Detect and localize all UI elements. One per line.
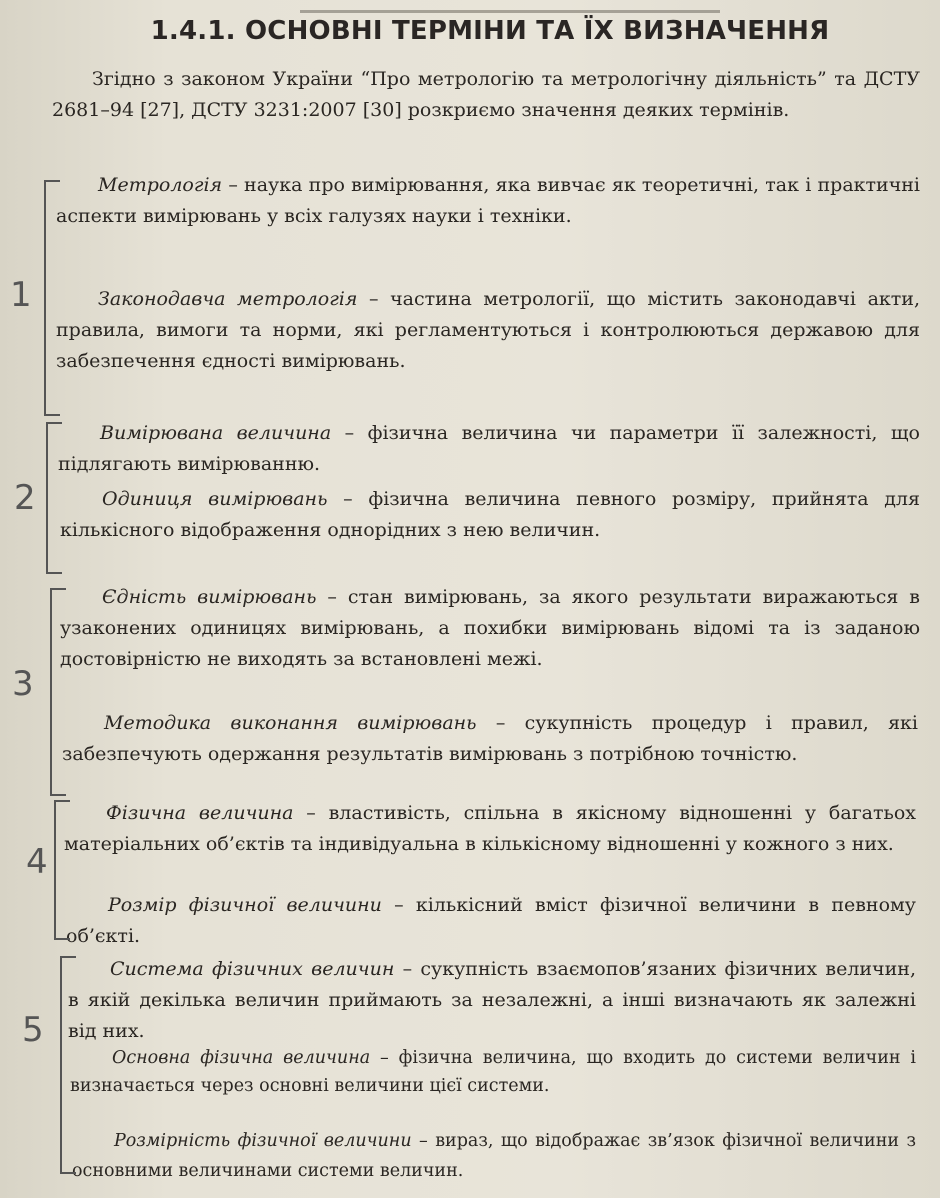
margin-number-4: 4 <box>26 842 48 882</box>
term: Розмірність фізичної величини <box>114 1131 412 1151</box>
section-title: 1.4.1. ОСНОВНІ ТЕРМІНИ ТА ЇХ ВИЗНАЧЕННЯ <box>150 16 830 46</box>
margin-number-1: 1 <box>10 275 32 315</box>
definition-dimension <box>72 1126 916 1186</box>
definition-size <box>66 890 916 952</box>
term: Метрологія <box>98 174 223 196</box>
definition-legal-metrology <box>56 284 920 377</box>
margin-bracket-2 <box>46 422 62 574</box>
term: Фізична величина <box>106 802 294 824</box>
definition-unit <box>60 484 920 546</box>
definition-text: – фізична величина чи параметри її залежності, що підлягають вимірюванню. <box>58 422 920 475</box>
margin-bracket-3 <box>50 588 66 796</box>
term: Законодавча метрологія <box>98 288 358 310</box>
term: Основна фізична величина <box>112 1048 371 1068</box>
definition-uniformity <box>60 582 920 675</box>
definition-text: – сукупність процедур і правил, які забезпечують одержання результатів вимірювань з потрібною точністю. <box>62 712 919 765</box>
term: Методика виконання вимірювань <box>104 712 477 734</box>
definition-method <box>62 708 918 770</box>
term: Одиниця вимірювань <box>102 488 328 510</box>
margin-number-2: 2 <box>14 478 36 518</box>
definition-measured-quantity <box>58 418 920 480</box>
definition-system <box>68 954 916 1047</box>
definition-text: – частина метрології, що містить законодавчі акти, правила, вимоги та норми, які регламентуються і контролюються державою для забезпечення єдності вимірювань. <box>56 288 920 372</box>
margin-bracket-5 <box>60 956 76 1174</box>
definition-text: – фізична величина певного розміру, прийнята для кількісного відображення однорідних з нею величин. <box>60 488 920 541</box>
definition-metrology <box>56 170 920 232</box>
top-rule <box>300 10 720 13</box>
term: Розмір фізичної величини <box>108 894 382 916</box>
definition-text: – кількісний вміст фізичної величини в певному об’єкті. <box>66 894 916 947</box>
definition-text: – вираз, що відображає зв’язок фізичної величини з основними величинами системи величин. <box>72 1131 916 1181</box>
definition-text: – стан вимірювань, за якого результати виражаються в узаконених одиницях вимірювань, а похибки вимірювань відомі та із заданою достовірністю не виходять за встановлені межі. <box>60 586 920 670</box>
definition-text: – властивість, спільна в якісному відношенні у багатьох матеріальних об’єктів та індивідуальна в кількісному відношенні у кожного з них. <box>64 802 916 855</box>
margin-number-3: 3 <box>12 664 34 704</box>
definition-text: – сукупність взаємопов’язаних фізичних величин, в якій декілька величин приймають за незалежні, а інші визначають як залежні від них. <box>68 958 916 1042</box>
intro-paragraph: Згідно з законом України “Про метрологію та метрологічну діяльність” та ДСТУ 2681–94 [27], ДСТУ 3231:2007 [30] розкриємо значення деяких термінів. <box>52 68 920 121</box>
margin-bracket-4 <box>54 800 70 940</box>
definition-physical-quantity <box>64 798 916 860</box>
definition-text: – фізична величина, що входить до системи величин і визначається через основні величини цієї системи. <box>70 1048 916 1096</box>
term: Єдність вимірювань <box>102 586 317 608</box>
definition-base-quantity <box>70 1044 916 1100</box>
margin-number-5: 5 <box>22 1010 44 1050</box>
margin-bracket-1 <box>44 180 60 416</box>
term: Вимірювана величина <box>100 422 332 444</box>
definition-text: – наука про вимірювання, яка вивчає як теоретичні, так і практичні аспекти вимірювань у всіх галузях науки і техніки. <box>56 174 920 227</box>
term: Система фізичних величин <box>110 958 395 980</box>
